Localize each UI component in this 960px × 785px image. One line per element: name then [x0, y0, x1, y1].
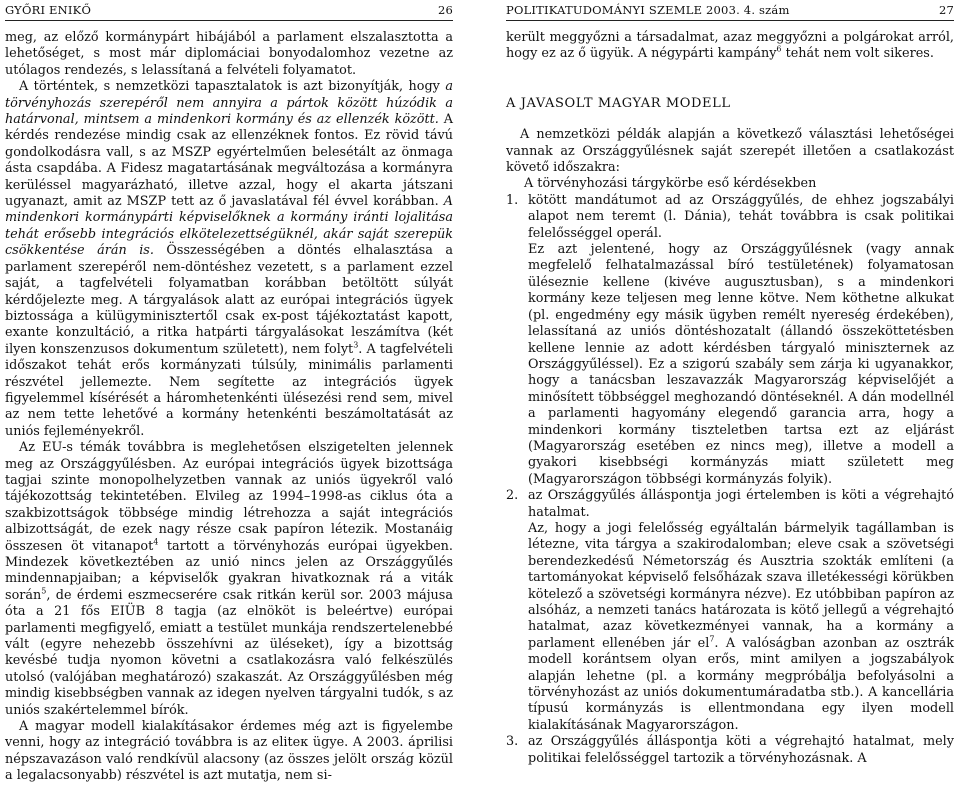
page-number-left: 26 — [437, 3, 453, 17]
list-number: 3. — [506, 734, 519, 750]
options-list — [506, 193, 954, 767]
left-paragraph-2: A történtek, s nemzetközi tapasztalatok is azt bizonyítják, hogy a törvényhozás szerepéről nem annyira a pártok között húzódik a határvonal, mintsem a mindenkori kormány és az ellenzék között. A kérdés rendezése mindig csak az ellenzéknek fontos. Ez rövid távú gondolkodásra vall, s az MSZP egyértelműen belesétált az önmaga ásta csapdába. A Fidesz magatartásának megváltozása a kormányra kerüléssel magyarázható, illetve azzal, hogy el akarta játszani ugyanazt, amit az MSZP tett az ő javaslatával fél évvel korábban. A mindenkori kormánypárti képviselőknek a kormány iránti lojalitása tehát erősebb integrációs elkötelezettségüknél, akár saját szerepük csökkentése árán is. Összességében a döntés elhalasztása a parlament szerepéről nem-döntéshez vezetett, s a parlament ezzel saját, a tagfelvételi folyamatban korábban betöltött súlyát kérdőjelezte meg. A tárgyalások alatt az európai integrációs ügyek biztossága a külügyminisztertől csak ex-post tájékoztatást kapott, exante konzultáció, a ritka hatpárti tárgyalásokat leszámítva (két ilyen konszenzusos dokumentum született), nem folyt$^3$. A tagfelvételi időszakot tehát erős kormányzati túlsúly, minimális parlamenti részvétel jellemezte. Nem segítette az integrációs ügyek figyelemmel kísérését a háromhetenkénti ülésezési rend sem, mivel az nem tette lehetővé a kormány hetenkénti beszámoltatását az uniós fejleményekről. — [5, 79, 454, 439]
right-running-head — [506, 0, 954, 20]
left-paragraph-1: meg, az előző kormánypárt hibájából a parlament elszalasztotta a lehetőséget, s most már diplomáciai bonyodalomhoz vezetne az utólagos rendezés, s lelassítaná a felvételi folyamatot. — [5, 30, 453, 78]
list-item-paragraph: kötött mandátumot ad az Országgyűlés, de ehhez jogszabályi alapot nem teremt (l. Dánia), tehát továbbra is csak politikai felelősséggel operál. — [528, 192, 954, 241]
list-number: 2. — [506, 488, 519, 504]
list-item-2 — [506, 488, 954, 734]
left-page — [5, 0, 454, 784]
list-item-3 — [506, 734, 954, 767]
left-paragraph-3: Az EU-s témák továbbra is meglehetősen elszigetelten jelennek meg az Országgyűlésben. Az európai integrációs ügyek bizottsága tagjai szinte monopolhelyzetben vannak az uniós ügyekről való tájékozottság tekintetében. Elvileg az 1994–1998-as ciklus óta a szakbizottságok többsége mindig létrehozza a saját integrációs albizottságát, de ezek nagy része csak papíron létezik. Mostanáig összesen öt vitanapot$^4$ tartott a törvényhozás európai ügyekben. Mindezek következtében az unió nincs jelen az Országgyűlés mindennapjaiban; a képviselők gyakran hivatkoznak rá a viták során$^5$, de érdemi eszmecserére csak ritkán kerül sor. 2003 májusa óta a 21 fős EIÜB 8 tagja (az elnököt is beleértve) európai parlamenti megfigyelő, emiatt a testület munkája rendszertelenebbé vált (egyre nehezebb összehívni az üléseket), így a bizottság kevésbé tudja nyomon követni a csatlakozásra való felkészülés utolsó (valójában meghatározó) szakaszát. Az Országgyűlésben még mindig kisebbségben vannak az idegen nyelven tárgyalni tudók, s az uniós szakértelemmel bírók. — [5, 440, 453, 718]
list-item-body — [528, 193, 954, 488]
list-item-body — [528, 734, 954, 767]
list-item-paragraph: az Országgyűlés álláspontja jogi értelemben is köti a végrehajtó hatalmat. — [528, 488, 954, 520]
right-page — [506, 0, 954, 766]
header-rule-left — [5, 20, 453, 21]
list-item-body — [528, 488, 954, 734]
page-number-right: 27 — [938, 3, 954, 17]
list-item-1 — [506, 193, 954, 488]
left-running-head — [5, 0, 453, 20]
left-paragraph-4: A magyar modell kialakításakor érdemes még azt is figyelembe venni, hogy az integráció továbbra is az eliteк ügye. A 2003. áprilisi népszavazáson való rendkívül alacsony (az összes jelölt ország közül a legalacsonyabb) részvétel is azt mutatja, nem si- — [5, 719, 453, 784]
list-item-paragraph: Az, hogy a jogi felelősség egyáltalán bármelyik tagállamban is létezne, vita tárgya a szakirodalomban; eleve csak a szövetségi berendezkedésű Németország és Ausztria szokták említeni (a tartományokat képviselő felsőházak szava illetékességi körükben kötelező a szövetségi kormányra nézve). Ez utóbbiban papíron az alsóház, a nemzeti tanács határozata is kötő jellegű a végrehajtó hatalmat, azaz következményei vannak, ha a kormány a parlament ellenében jár $el^7$. A valóságban azonban az osztrák modell korántsem olyan erős, mint amilyen a jogszabályok alapján lehetne (pl. a kormány megpróbálja befolyásolni a törvényhozást az uniós dokumentumáradatba stb.). A kancellária típusú kormányzás is ellentmondana egy ilyen modell kialakításának Magyarországon. — [528, 520, 954, 733]
subheading: A törvényhozási tárgykörbe eső kérdésekben — [524, 176, 817, 192]
list-item-paragraph: az Országgyűlés álláspontja köti a végrehajtó hatalmat, mely politikai felelősséggel tartozik a törvényhozásnak. A — [528, 734, 954, 766]
running-head-author: GYŐRI ENIKŐ — [5, 3, 92, 17]
running-head-journal: POLITIKATUDOMÁNYI SZEMLE 2003. 4. szám — [506, 3, 790, 17]
right-intro-paragraph: került meggyőzni a társadalmat, azaz meggyőzni a polgárokat arról, hogy ez az ő ügyük. A négypárti kampány$^6$ tehát nem volt sikeres. — [506, 30, 954, 62]
list-number: 1. — [506, 192, 519, 208]
list-item-paragraph: Ez azt jelentené, hogy az Országgyűlésnek (vagy annak megfelelő felhatalmazással bíró testületének) folyamatosan üléseznie kellene (kivéve augusztusban), s a mindenkori kormány keze teljesen meg lenne kötve. Nem köthetne alkukat (pl. engedmény egy másik ügyben remélt nyereség érdekében), lelassítaná az uniós döntéshozatalt (állandó összeköttetésben kellene lennie az adott kérdésben tárgyaló miniszternek az Országgyűléssel). Ez a szigorú szabály sem zárja ki ugyanakkor, hogy a tanácsban leszavazzák Magyarország képviselőjét a minősített többséggel meghozandó döntéseknél. A dán modellnél a parlamenti hagyomány elegendő garancia arra, hogy a mindenkori kormány tiszteletben tartsa ezt az eljárást (Magyarország esetében ez nincs meg), illetve a modell a gyakori kisebbségi kormányzás miatt született meg (Magyarországon többségi kormányzás folyik). — [528, 242, 954, 487]
header-rule-right — [506, 20, 954, 21]
section-intro: A nemzetközi példák alapján a következő választási lehetőségei vannak az Országgyűlésnek saját szerepét illetően a csatlakozást követő időszakra: — [506, 127, 954, 176]
section-heading: A JAVASOLT MAGYAR MODELL — [506, 95, 731, 111]
